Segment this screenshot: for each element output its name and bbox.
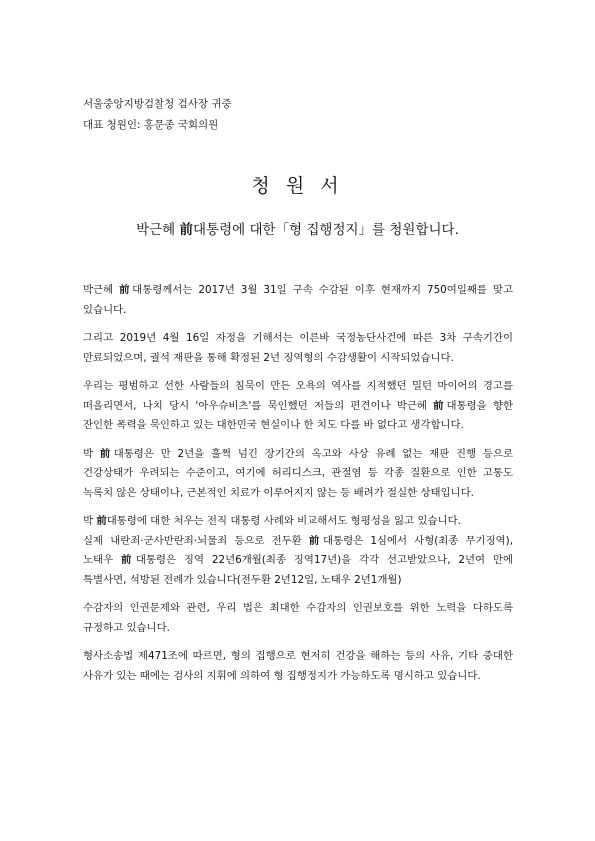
p3-text: 우리는 평범하고 선한 사람들의 침묵이 만든 오욕의 역사를 지적했던 밀턴 마이어의 경고를 떠올리면서, 나치 당시 '아우슈비츠'를 묵인했던 저들의 편견이나 박근혜 bbox=[83, 380, 513, 412]
p4-text-end: 대통령은 만 2년을 훌쩍 넘긴 장기간의 옥고와 사상 유례 없는 재판 진행 등으로 건강상태가 우려되는 수준이고, 여기에 허리디스크, 관절염 등 각종 질환으로 인한 고통도 녹록치 않은 상태이나, 근본적인 치료가 이루어지지 않는 등 배려가 절실한 상태입니다. bbox=[83, 447, 514, 499]
p5a-text-end: 대통령에 대한 처우는 전직 대통령 사례와 비교해서도 형평성을 잃고 있습니다. bbox=[106, 515, 461, 527]
p5b-text-end: 대통령은 징역 22년6개월(최종 징역17년)을 각각 선고받았으나, 2년여 만에 특별사면, 석방된 전례가 있습니다(전두환 2년12일, 노태우 2년1개월) bbox=[83, 554, 513, 586]
subtitle-text-end: 대통령에 대한「형 집행정지」를 청원합니다. bbox=[193, 222, 459, 238]
p3-bold: 前 bbox=[433, 399, 447, 412]
p4-text: 박 bbox=[83, 447, 100, 460]
paragraph-4 bbox=[83, 445, 513, 504]
recipient-line: 서울중앙지방검찰청 검사장 귀중 bbox=[83, 98, 232, 110]
p1-text-end: 대통령께서는 2017년 3월 31일 구속 수감된 이후 현재까지 750여일째를 맞고 있습니다. bbox=[83, 284, 513, 316]
document-subtitle bbox=[0, 221, 595, 239]
paragraph-5b bbox=[83, 532, 513, 591]
p1-text: 박근혜 bbox=[83, 284, 120, 296]
petitioner-line: 대표 청원인: 홍문종 국회의원 bbox=[83, 119, 219, 131]
p5b-bold-1: 前 bbox=[308, 534, 324, 547]
p5a-bold: 前 bbox=[96, 515, 107, 527]
paragraph-7: 형사소송법 제471조에 따르면, 형의 집행으로 현저히 건강을 해하는 등의 사유, 기타 중대한 사유가 있는 때에는 검사의 지휘에 의하여 형 집행정지가 가능하도록 명시하고 있습니다. bbox=[83, 650, 513, 682]
p4-bold: 前 bbox=[99, 447, 114, 460]
p5b-text: 실제 내란죄·군사반란죄·뇌물죄 등으로 전두환 bbox=[83, 534, 309, 547]
subtitle-bold-hanja: 前 bbox=[179, 222, 194, 238]
p1-bold: 前 bbox=[119, 284, 133, 296]
p3-text-end: 대통령을 향한 잔인한 폭력을 묵인하고 있는 대한민국 현실이나 한 치도 다를 바 없다고 생각합니다. bbox=[83, 399, 514, 431]
p5a-text: 박 bbox=[83, 515, 97, 527]
paragraph-1 bbox=[83, 281, 513, 320]
paragraph-6: 수감자의 인권문제와 관련, 우리 법은 최대한 수감자의 인권보호를 위한 노력을 다하도록 규정하고 있습니다. bbox=[83, 602, 513, 634]
document-title: 청 원 서 bbox=[251, 175, 344, 197]
subtitle-text: 박근혜 bbox=[136, 222, 180, 238]
paragraph-5a bbox=[83, 512, 513, 532]
paragraph-2: 그리고 2019년 4월 16일 자정을 기해서는 이른바 국정농단사건에 따른 3차 구속기간이 만료되었으며, 궐석 재판을 통해 확정된 2년 징역형의 수감생활이 시작되었습니다. bbox=[83, 332, 513, 364]
paragraph-3 bbox=[83, 377, 513, 436]
petition-body bbox=[83, 281, 513, 695]
p5b-text-mid: 대통령은 1심에서 사형(최종 무기징역), 노태우 bbox=[83, 534, 514, 566]
p5b-bold-2: 前 bbox=[120, 554, 136, 566]
